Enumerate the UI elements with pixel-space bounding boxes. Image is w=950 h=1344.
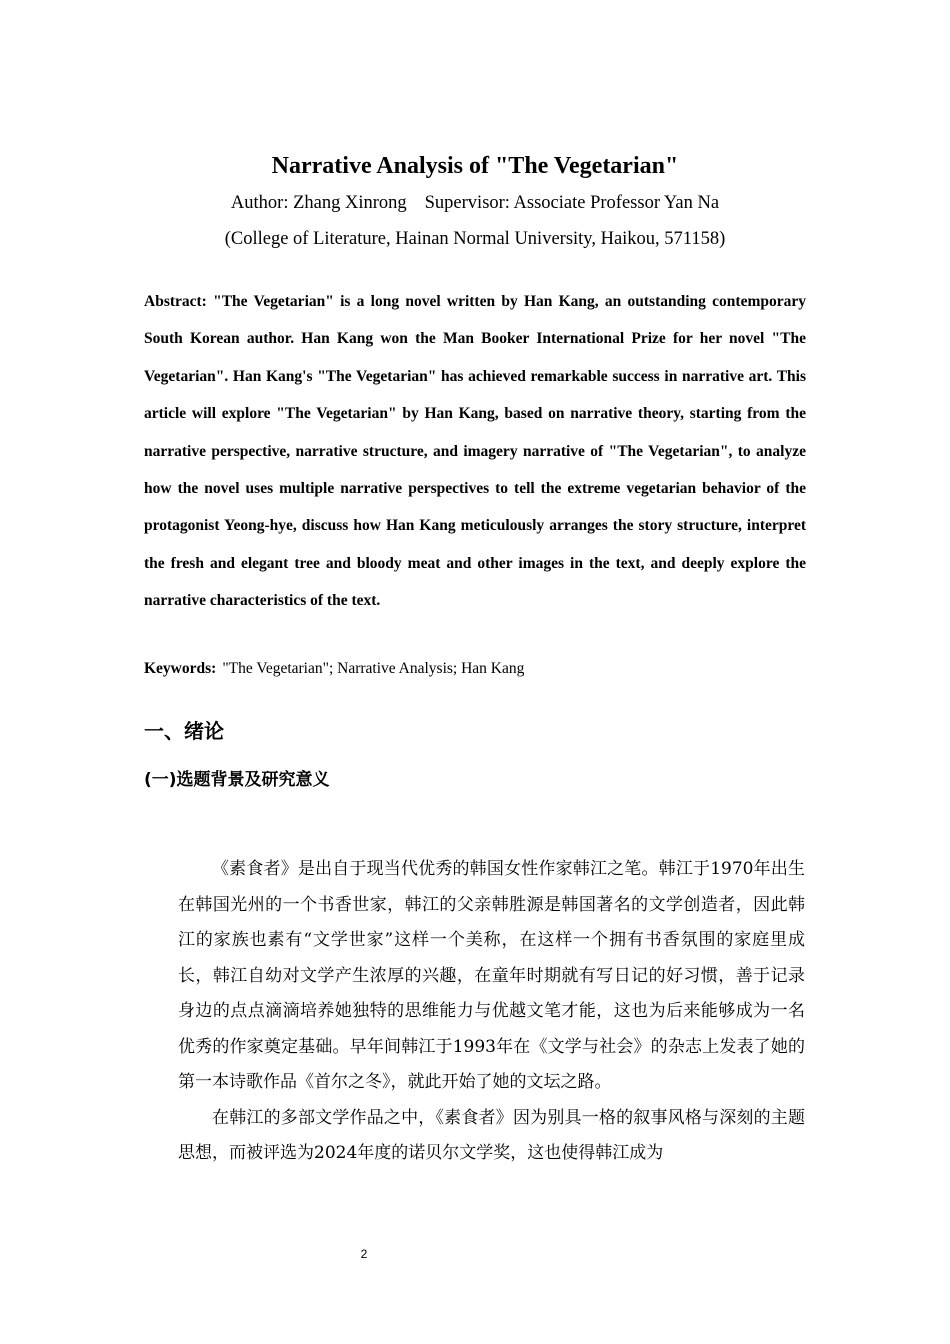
- affiliation: (College of Literature, Hainan Normal University, Haikou, 571158): [224, 229, 726, 249]
- subsection-heading: (一)选题背景及研究意义: [144, 770, 330, 790]
- author-line: [0, 190, 950, 216]
- keywords-label: Keywords:: [144, 660, 217, 677]
- body-text: [178, 852, 805, 1172]
- body-paragraph: 《素食者》是出自于现当代优秀的韩国女性作家韩江之笔。韩江于1970年出生在韩国光州的一个书香世家，韩江的父亲韩胜源是韩国著名的文学创造者，因此韩江的家族也素有“文学世家”这样一个美称，在这样一个拥有书香氛围的家庭里成长，韩江自幼对文学产生浓厚的兴趣，在童年时期就有写日记的好习惯，善于记录身边的点点滴滴培养她独特的思维能力与优越文笔才能，这也为后来能够成为一名优秀的作家奠定基础。早年间韩江于1993年在《文学与社会》的杂志上发表了她的第一本诗歌作品《首尔之冬》，就此开始了她的文坛之路。: [178, 859, 805, 1092]
- section-heading: 一、绪论: [144, 719, 224, 743]
- paper-title: Narrative Analysis of "The Vegetarian": [271, 153, 679, 179]
- abstract-text: Abstract: "The Vegetarian" is a long novel written by Han Kang, an outstanding contemporary South Korean author. Han Kang won the Man Booker International Prize for her novel "The Vegetarian". Han Kang's "The Vegetarian" has achieved remarkable success in narrative art. This article will explore "The Vegetarian" by Han Kang, based on narrative theory, starting from the narrative perspective, narrative structure, and imagery narrative of "The Vegetarian", to analyze how the novel uses multiple narrative perspectives to tell the extreme vegetarian behavior of the protagonist Yeong-hye, discuss how Han Kang meticulously arranges the story structure, interpret the fresh and elegant tree and bloody meat and other images in the text, and deeply explore the narrative characteristics of the text.: [144, 293, 806, 610]
- keywords-line: [144, 656, 806, 682]
- page-number: 2: [360, 1247, 368, 1261]
- supervisor-name: Supervisor: Associate Professor Yan Na: [424, 193, 720, 213]
- body-paragraph: 在韩江的多部文学作品之中，《素食者》因为别具一格的叙事风格与深刻的主题思想，而被评选为2024年度的诺贝尔文学奖，这也使得韩江成为: [178, 1107, 805, 1163]
- keywords-value: "The Vegetarian"; Narrative Analysis; Han Kang: [222, 660, 525, 677]
- author-name: Author: Zhang Xinrong: [230, 193, 407, 213]
